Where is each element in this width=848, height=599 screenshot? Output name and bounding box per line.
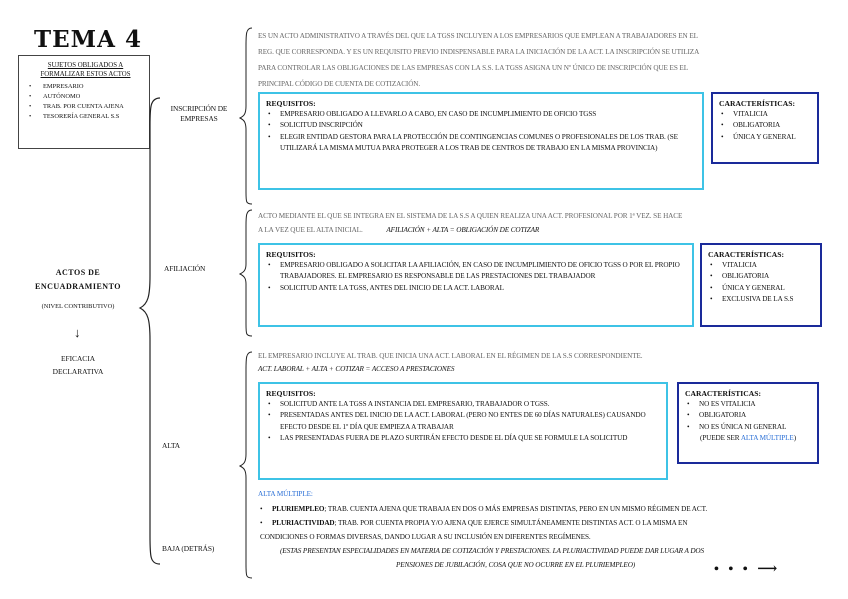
list-item: • EMPRESARIO OBLIGADO A SOLICITAR LA AFILIACIÓN, EN CASO DE INCUMPLIMIENTO DE OFICIO TGSS O POR EL PROPIO TRABAJADORES. EL EMPRESARIO ES RESPONSABLE DE LAS PRESTACIONES DEL TRABAJADOR <box>266 260 686 283</box>
list-item: • SOLICITUD ANTE LA TGSS, ANTES DEL INICIO DE LA ACT. LABORAL <box>266 283 686 294</box>
text-line: ACTO MEDIANTE EL QUE SE INTEGRA EN EL SISTEMA DE LA S.S A QUIEN REALIZA UNA ACT. PROFESIONAL POR 1ª VEZ. SE HACE <box>258 212 683 220</box>
alta-multiple-link: ALTA MÚLTIPLE <box>740 434 794 443</box>
sujetos-heading-1: SUJETOS OBLIGADOS A <box>47 62 124 69</box>
list-item: • LAS PRESENTADAS FUERA DE PLAZO SURTIRÁN EFECTO DESDE EL DÍA QUE SE FORMULE LA SOLICITUD <box>266 433 660 444</box>
caracteristicas-title: CARACTERÍSTICAS <box>685 389 759 398</box>
caracteristicas-title: CARACTERÍSTICAS <box>708 250 782 259</box>
page-title: TEMA 4 <box>34 26 142 53</box>
list-item: • VITALICIA <box>708 260 814 271</box>
requisitos-title: REQUISITOS <box>266 250 314 259</box>
requisitos-list <box>266 399 660 445</box>
main-brace <box>138 96 164 566</box>
note-suffix: ) <box>793 434 797 443</box>
text-line: PARA CONTROLAR LAS OBLIGACIONES DE LAS EMPRESAS CON LA S.S. LA TGSS ASIGNA UN Nº ÚNICO DE INSCRIPCIÓN QUE ES EL <box>258 64 689 72</box>
sujetos-heading-2: FORMALIZAR ESTOS ACTOS <box>40 71 131 78</box>
requisitos-heading: REQUISITOS: <box>266 99 316 108</box>
pluriactividad-item <box>258 516 838 530</box>
alta-multiple-title: ALTA MÚLTIPLE: <box>258 490 313 498</box>
note-line-1: (ESTAS PRESENTAN ESPECIALIDADES EN MATERIA DE COTIZACIÓN Y PRESTACIONES. LA PLURIACTIVIDAD PUEDE DAR LUGAR A DOS <box>280 547 705 555</box>
text-line: REG. QUE CORRESPONDA. Y ES UN REQUISITO PREVIO INDISPENSABLE PARA LA INICIACIÓN DE LA ACT. LA INSCRIPCIÓN SE UTILIZA <box>258 48 700 56</box>
inscripcion-requisitos-box <box>258 92 704 190</box>
down-arrow-icon: ↓ <box>74 325 81 340</box>
caracteristicas-heading: CARACTERÍSTICAS: <box>719 99 795 108</box>
category-baja: BAJA (DETRÁS) <box>162 544 215 553</box>
inscripcion-label-1: INSCRIPCIÓN DE <box>170 104 228 113</box>
list-item: • OBLIGATORIA <box>708 271 814 282</box>
list-item: • TRAB. POR CUENTA AJENA <box>27 102 144 112</box>
list-item: • EMPRESARIO OBLIGADO A LLEVARLO A CABO, EN CASO DE INCUMPLIMIENTO DE OFICIO TGSS <box>266 109 696 120</box>
requisitos-title: REQUISITOS <box>266 99 314 108</box>
actos-line-1: ACTOS DE <box>55 268 101 277</box>
list-item: • OBLIGATORIA <box>685 410 811 421</box>
pluriempleo-item <box>258 502 838 516</box>
more-arrow-icon: • • • ⟶ <box>714 562 781 577</box>
list-item: • TESORERÍA GENERAL S.S <box>27 112 144 122</box>
list-item: • OBLIGATORIA <box>719 120 811 131</box>
caracteristicas-title: CARACTERÍSTICAS <box>719 99 793 108</box>
pluriempleo-text: ; TRAB. CUENTA AJENA QUE TRABAJA EN DOS O MÁS EMPRESAS DISTINTAS, PERO EN UN MISMO RÉGIMEN DE ACT. <box>324 505 708 513</box>
caracteristicas-heading: CARACTERÍSTICAS: <box>708 250 784 259</box>
requisitos-list <box>266 109 696 155</box>
pluriactividad-line-2: CONDICIONES O FORMAS DIVERSAS, DANDO LUGAR A SU INCLUSIÓN EN DIFERENTES REGÍMENES. <box>260 533 591 541</box>
nivel-label: (NIVEL CONTRIBUTIVO) <box>41 303 115 310</box>
sujetos-box <box>18 55 150 149</box>
inscripcion-description <box>258 28 838 92</box>
category-inscripcion <box>160 104 238 124</box>
list-item: • NO ES ÚNICA NI GENERAL <box>685 422 811 433</box>
pluriactividad-term: PLURIACTIVIDAD <box>272 519 335 527</box>
note-prefix: (PUEDE SER <box>699 434 741 443</box>
alta-desc-line: EL EMPRESARIO INCLUYE AL TRAB. QUE INICIA UNA ACT. LABORAL EN EL RÉGIMEN DE LA S.S CORRESPONDIENTE. <box>258 352 643 360</box>
actos-line-2: ENCUADRAMIENTO <box>35 282 121 291</box>
eficacia-line-1: EFICACIA <box>60 354 96 363</box>
list-item: • SOLICITUD INSCRIPCIÓN <box>266 120 696 131</box>
list-item: • PRESENTADAS ANTES DEL INICIO DE LA ACT. LABORAL (PERO NO ENTES DE 60 DÍAS NATURALES) CAUSANDO EFECTO DESDE EL 1º DÍA QUE EMPIEZA A TRABAJAR <box>266 410 660 433</box>
eficacia-label <box>30 352 126 378</box>
alta-formula: ACT. LABORAL + ALTA + COTIZAR = ACCESO A PRESTACIONES <box>258 365 455 373</box>
sujetos-list <box>27 82 144 122</box>
inscripcion-brace <box>238 26 254 206</box>
list-item: • ELEGIR ENTIDAD GESTORA PARA LA PROTECCIÓN DE CONTINGENCIAS COMUNES O PROFESIONALES DE LOS TRAB. (SE UTILIZARÁ LA MISMA MUTUA PARA PROTEGER A LOS TRAB DE CENTROS DE TRABAJO EN LA MISMA PROVINCIA) <box>266 132 696 155</box>
pluriempleo-term: PLURIEMPLEO <box>272 505 325 513</box>
requisitos-heading: REQUISITOS: <box>266 389 316 398</box>
caracteristicas-list <box>685 399 811 433</box>
alta-brace <box>238 350 254 582</box>
list-item: • NO ES VITALICIA <box>685 399 811 410</box>
requisitos-title: REQUISITOS <box>266 389 314 398</box>
alta-description <box>258 350 838 376</box>
list-item: • EXCLUSIVA DE LA S.S <box>708 294 814 305</box>
afiliacion-caracteristicas-box <box>700 243 822 327</box>
afiliacion-description <box>258 209 838 237</box>
category-alta: ALTA <box>162 441 181 450</box>
list-item: • ÚNICA Y GENERAL <box>708 283 814 294</box>
note-line-2: PENSIONES DE JUBILACIÓN, COSA QUE NO OCURRE EN EL PLURIEMPLEO) <box>396 561 636 569</box>
inscripcion-caracteristicas-box <box>711 92 819 164</box>
list-item: • VITALICIA <box>719 109 811 120</box>
pluriactividad-text: ; TRAB. POR CUENTA PROPIA Y/O AJENA QUE EJERCE SIMULTÁNEAMENTE DISTINTAS ACT. O LA MISMA EN <box>334 519 688 527</box>
bullet-icon: • <box>260 519 263 527</box>
alta-multiple-note <box>685 433 811 444</box>
alta-caracteristicas-box <box>677 382 819 464</box>
text-line: PRINCIPAL CÓDIGO DE CUENTA DE COTIZACIÓN. <box>258 80 421 88</box>
list-item: • AUTÓNOMO <box>27 92 144 102</box>
list-item: • SOLICITUD ANTE LA TGSS A INSTANCIA DEL EMPRESARIO, TRABAJADOR O TGSS. <box>266 399 660 410</box>
text-line: ES UN ACTO ADMINISTRATIVO A TRAVÉS DEL QUE LA TGSS INCLUYEN A LOS EMPRESARIOS QUE EMPLEAN A TRABAJADORES EN EL <box>258 32 698 40</box>
bullet-icon: • <box>260 505 263 513</box>
list-item: • EMPRESARIO <box>27 82 144 92</box>
eficacia-line-2: DECLARATIVA <box>52 367 104 376</box>
list-item: • ÚNICA Y GENERAL <box>719 132 811 143</box>
category-afiliacion: AFILIACIÓN <box>164 264 206 273</box>
caracteristicas-heading: CARACTERÍSTICAS: <box>685 389 761 398</box>
caracteristicas-list <box>708 260 814 306</box>
alta-requisitos-box <box>258 382 668 480</box>
text-line <box>258 223 838 237</box>
afiliacion-requisitos-box <box>258 243 694 327</box>
afiliacion-formula: AFILIACIÓN + ALTA = OBLIGACIÓN DE COTIZAR <box>386 226 540 234</box>
inscripcion-label-2: EMPRESAS <box>180 114 218 123</box>
requisitos-heading: REQUISITOS: <box>266 250 316 259</box>
caracteristicas-list <box>719 109 811 143</box>
afiliacion-desc-2: A LA VEZ QUE EL ALTA INICIAL. <box>258 226 363 234</box>
afiliacion-brace <box>238 208 254 340</box>
requisitos-list <box>266 260 686 294</box>
actos-heading <box>20 266 136 294</box>
